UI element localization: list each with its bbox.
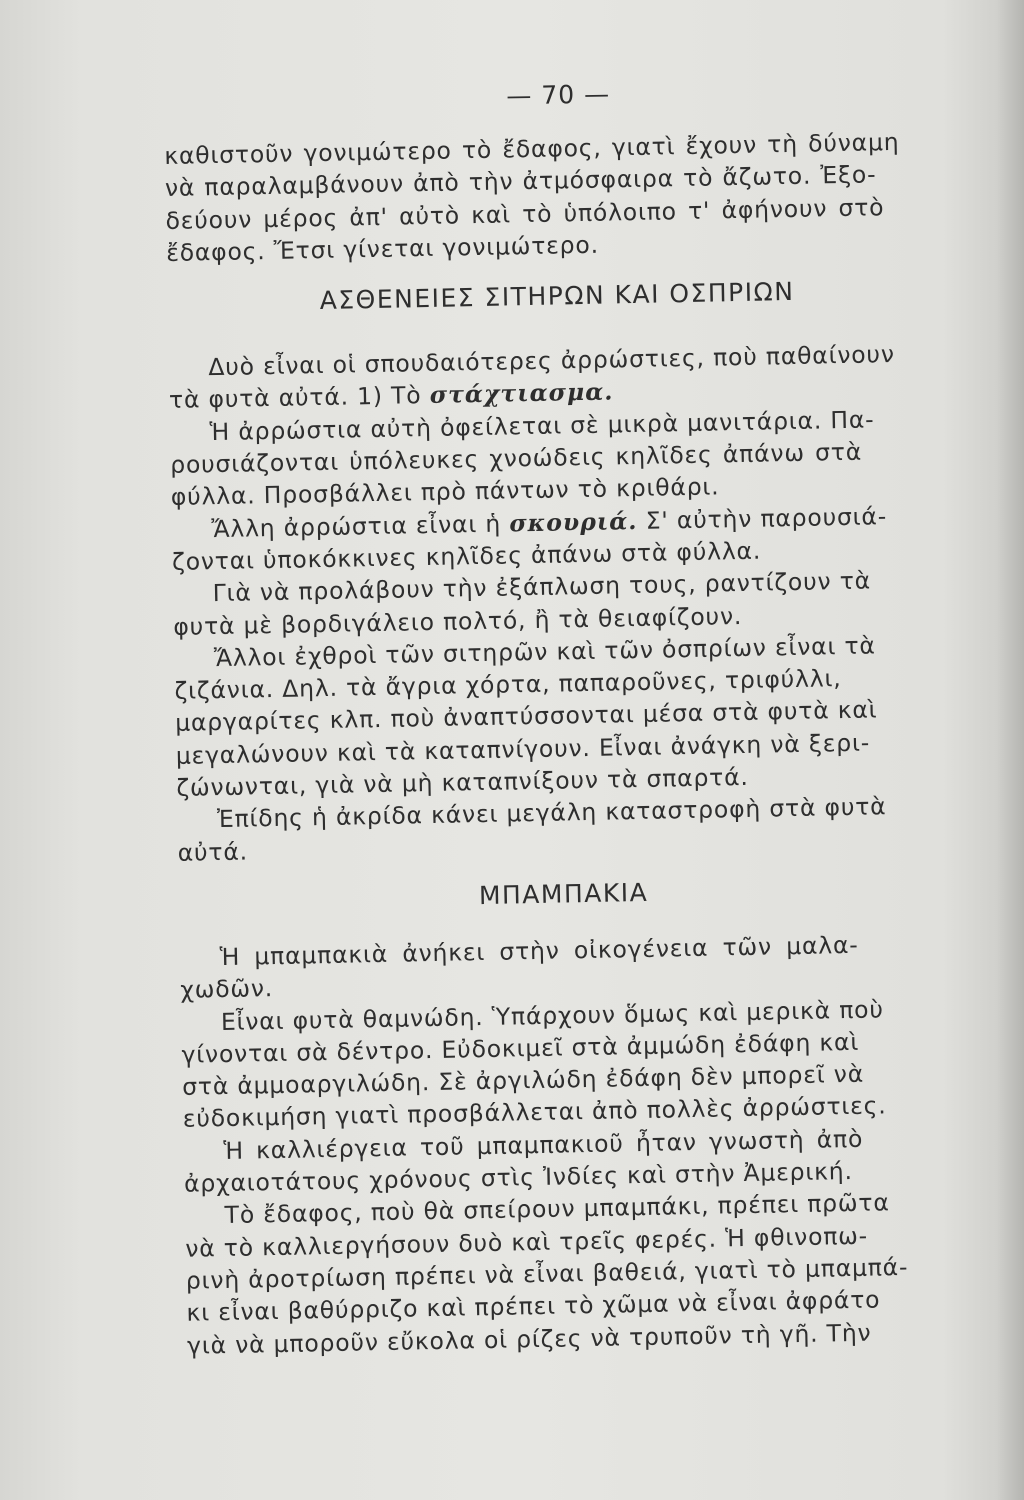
text-line: Εἶναι φυτὰ θαμνώδη. Ὑπάρχουν ὅμως καὶ μερικὰ ποὺ (220, 994, 884, 1036)
text-line: ρουσιάζονται ὑπόλευκες χνοώδεις κηλῖδες ἀπάνω στὰ (169, 437, 863, 480)
text-run: Ἄλλη ἀρρώστια εἶναι ἡ (211, 509, 510, 543)
text-line: στὰ ἀμμοαργιλώδη. Σὲ ἀργιλώδη ἐδάφη δὲν μπορεῖ νὰ (181, 1059, 865, 1101)
text-line: ζονται ὑποκόκκινες κηλῖδες ἀπάνω στὰ φύλλα. (171, 536, 762, 576)
text-line: φυτὰ μὲ βορδιγάλειο πολτό, ἢ τὰ θειαφίζουν. (173, 601, 743, 641)
text-line: Ἡ μπαμπακιὰ ἀνήκει στὴν οἰκογένεια τῶν μαλα- (219, 930, 859, 972)
text-line: Ἡ ἀρρώστια αὐτὴ ὀφείλεται σὲ μικρὰ μανιτάρια. Πα- (209, 405, 875, 446)
text-line: κι εἶναι βαθύρριζο καὶ πρέπει τὸ χῶμα νὰ εἶναι ἀφράτο (186, 1285, 881, 1327)
emphasized-term: σκουριά. (509, 506, 638, 538)
text-line: γίνονται σὰ δέντρο. Εὐδοκιμεῖ στὰ ἀμμώδη ἐδάφη καὶ (181, 1027, 860, 1069)
text-line: ζώνωνται, γιὰ νὰ μὴ καταπνίξουν τὰ σπαρτά. (176, 762, 749, 802)
section-body (168, 338, 938, 869)
text-line: μεγαλώνουν καὶ τὰ καταπνίγουν. Εἶναι ἀνάγκη νὰ ξερι- (175, 728, 871, 770)
text-line: Δυὸ εἶναι οἱ σπουδαιότερες ἀρρώστιες, ποὺ παθαίνουν (208, 340, 895, 382)
text-line: νὰ τὸ καλλιεργήσουν δυὸ καὶ τρεῖς φερές. Ἡ φθινοπω- (185, 1221, 869, 1263)
text-run: τὰ φυτὰ αὐτά. 1) Τὸ (168, 381, 431, 415)
intro-paragraph (164, 125, 926, 269)
text-line: Γιὰ νὰ προλάβουν τὴν ἐξάπλωση τους, ραντίζουν τὰ (212, 566, 872, 608)
emphasized-term: στάχτιασμα. (429, 377, 614, 410)
text-line: χωδῶν. (180, 974, 274, 1005)
section-body (179, 927, 947, 1361)
text-line: ζιζάνια. Δηλ. τὰ ἄγρια χόρτα, παπαροῦνες, τριφύλλι, (174, 664, 842, 706)
text-line: ἔδαφος. Ἔτσι γίνεται γονιμώτερο. (165, 230, 600, 267)
text-line: αὐτά. (177, 837, 249, 867)
text-line: καθιστοῦν γονιμώτερο τὸ ἔδαφος, γιατὶ ἔχουν τὴ δύναμη (164, 127, 900, 170)
text-line: μαργαρίτες κλπ. ποὺ ἀναπτύσσονται μέσα στὰ φυτὰ καὶ (174, 695, 878, 738)
text-line: Ἐπίδης ἡ ἀκρίδα κάνει μεγάλη καταστροφὴ στὰ φυτὰ (216, 792, 887, 834)
page-edge-shadow (996, 0, 1024, 1500)
text-line: φύλλα. Προσβάλλει πρὸ πάντων τὸ κριθάρι. (170, 472, 720, 512)
text-line: δεύουν μέρος ἀπ' αὐτὸ καὶ τὸ ὑπόλοιπο τ' ἀφήνουν στὸ (165, 192, 885, 235)
text-line: Τὸ ἔδαφος, ποὺ θὰ σπείρουν μπαμπάκι, πρέπει πρῶτα (224, 1188, 890, 1230)
text-line: γιὰ νὰ μποροῦν εὔκολα οἱ ρίζες νὰ τρυποῦν τὴ γῆ. Τὴν (186, 1318, 872, 1360)
text-line: εὐδοκιμήση γιατὶ προσβάλλεται ἀπὸ πολλὲς ἀρρώστιες. (182, 1091, 887, 1134)
page-number: — 70 — (506, 79, 611, 111)
section-heading: ΜΠΑΜΠΑΚΙΑ (478, 877, 649, 911)
text-run: Σ' αὐτὴν παρουσιά- (637, 501, 888, 535)
section-heading: ΑΣΘΕΝΕΙΕΣ ΣΙΤΗΡΩΝ ΚΑΙ ΟΣΠΡΙΩΝ (319, 277, 795, 316)
text-block (163, 73, 947, 1361)
text-line: ρινὴ ἀροτρίωση πρέπει νὰ εἶναι βαθειά, γιατὶ τὸ μπαμπά- (185, 1252, 909, 1295)
text-line: ἀρχαιοτάτους χρόνους στὶς Ἰνδίες καὶ στὴν Ἀμερική. (183, 1156, 853, 1198)
text-line: Ἡ καλλιέργεια τοῦ μπαμπακιοῦ ἦταν γνωστὴ ἀπὸ (223, 1124, 864, 1165)
text-line: Ἄλλοι ἐχθροὶ τῶν σιτηρῶν καὶ τῶν ὀσπρίων εἶναι τὰ (213, 631, 876, 672)
text-line: νὰ παραλαμβάνουν ἀπὸ τὴν ἀτμόσφαιρα τὸ ἄζωτο. Ἐξο- (164, 160, 877, 203)
